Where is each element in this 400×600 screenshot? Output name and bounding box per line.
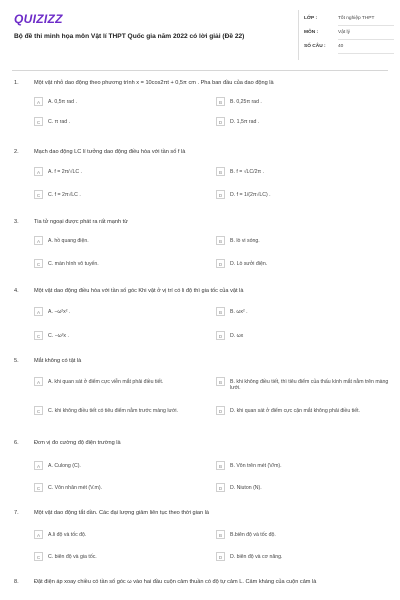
option-c[interactable]	[34, 483, 212, 496]
option-a[interactable]	[34, 461, 212, 474]
option-letter-badge: B	[216, 307, 225, 316]
option-c[interactable]	[34, 406, 212, 426]
question-text: Đặt điện áp xoay chiều có tần số góc ω vào hai đầu cuộn cảm thuần có độ tự cảm L. Cảm kháng của cuộn cảm là	[34, 579, 317, 585]
meta-panel	[304, 14, 396, 56]
option-text: A. 0,5π rad .	[48, 98, 77, 105]
option-letter-badge: B	[216, 167, 225, 176]
question-text: Mắt không có tật là	[34, 358, 82, 364]
worksheet-header	[0, 0, 400, 68]
option-text: B. khi không điều tiết, thì tiêu điểm của thấu kính mắt nằm trên màng lưới.	[230, 378, 389, 392]
option-letter-badge: D	[216, 406, 225, 415]
option-text: D. biên độ và cơ năng.	[230, 553, 283, 560]
question-number: 1.	[14, 80, 19, 86]
option-text: C. màn hình vô tuyến.	[48, 260, 99, 267]
option-d[interactable]	[216, 552, 394, 565]
option-text: B.biên độ và tốc độ.	[230, 531, 276, 538]
option-letter-badge: D	[216, 117, 225, 126]
option-letter-badge: C	[34, 483, 43, 492]
option-letter-badge: B	[216, 377, 225, 386]
option-text: B. Vôn trên mét (V/m).	[230, 462, 282, 469]
option-a[interactable]	[34, 167, 212, 180]
option-text: C. −ω²x .	[48, 332, 69, 339]
question-number: 8.	[14, 579, 19, 585]
option-letter-badge: A	[34, 167, 43, 176]
page-title: Bộ đề thi minh họa môn Vật lí THPT Quốc gia năm 2022 có lời giải (Đề 22)	[14, 33, 245, 40]
question-text: Một vật dao động điều hòa với tần số góc Khi vật ở vị trí có li độ thì gia tốc của vật là	[34, 288, 244, 294]
option-a[interactable]	[34, 236, 212, 249]
option-c[interactable]	[34, 331, 212, 344]
option-d[interactable]	[216, 406, 394, 426]
option-b[interactable]	[216, 307, 394, 320]
option-letter-badge: A	[34, 461, 43, 470]
option-d[interactable]	[216, 331, 394, 344]
question-number: 2.	[14, 149, 19, 155]
option-text: D. 1,5π rad .	[230, 118, 260, 125]
option-text: B. lò vi sóng.	[230, 237, 260, 244]
option-d[interactable]	[216, 259, 394, 272]
option-text: B. 0,25π rad .	[230, 98, 262, 105]
option-letter-badge: D	[216, 259, 225, 268]
option-d[interactable]	[216, 190, 394, 203]
option-b[interactable]	[216, 236, 394, 249]
option-text: A. hồ quang điện.	[48, 237, 89, 244]
option-c[interactable]	[34, 259, 212, 272]
option-a[interactable]	[34, 377, 212, 397]
option-d[interactable]	[216, 117, 394, 130]
question-number: 5.	[14, 358, 19, 364]
option-text: D. Niuton (N).	[230, 484, 262, 491]
option-letter-badge: B	[216, 97, 225, 106]
option-letter-badge: C	[34, 259, 43, 268]
option-letter-badge: D	[216, 552, 225, 561]
option-letter-badge: D	[216, 483, 225, 492]
question-text: Mạch dao động LC lí tưởng dao động điều hòa với tần số f là	[34, 149, 186, 155]
option-d[interactable]	[216, 483, 394, 496]
option-c[interactable]	[34, 190, 212, 203]
option-letter-badge: A	[34, 377, 43, 386]
option-letter-badge: A	[34, 97, 43, 106]
option-text: A. −ω²x² .	[48, 308, 71, 315]
question-number: 6.	[14, 440, 19, 446]
option-text: C. π rad .	[48, 118, 71, 125]
option-letter-badge: D	[216, 190, 225, 199]
option-b[interactable]	[216, 377, 394, 397]
option-text: D. ωx	[230, 332, 244, 339]
option-text: B. ωx² .	[230, 308, 248, 315]
meta-label: MÔN :	[304, 30, 319, 35]
option-b[interactable]	[216, 461, 394, 474]
option-letter-badge: C	[34, 331, 43, 340]
option-letter-badge: B	[216, 530, 225, 539]
meta-row-class	[304, 14, 396, 28]
option-a[interactable]	[34, 97, 212, 110]
quizizz-logo: QUIZIZZ	[14, 12, 63, 26]
header-divider	[298, 10, 299, 60]
question-text: Tia tử ngoại được phát ra rất mạnh từ	[34, 219, 128, 225]
option-letter-badge: A	[34, 307, 43, 316]
meta-label: SỐ CÂU :	[304, 44, 326, 49]
option-c[interactable]	[34, 552, 212, 565]
option-letter-badge: B	[216, 461, 225, 470]
option-letter-badge: A	[34, 530, 43, 539]
option-text: A.li độ và tốc độ.	[48, 531, 87, 538]
option-letter-badge: C	[34, 190, 43, 199]
question-number: 3.	[14, 219, 19, 225]
option-text: C. khi không điều tiết có tiêu điểm nằm trước màng lưới.	[48, 407, 178, 414]
meta-value: 40	[338, 44, 344, 49]
question-number: 4.	[14, 288, 19, 294]
option-text: D. Lò sưởi điện.	[230, 260, 268, 267]
option-text: B. f = √LC/2π .	[230, 168, 264, 175]
meta-label: LỚP :	[304, 16, 318, 21]
option-letter-badge: B	[216, 236, 225, 245]
meta-value: Vật lý	[338, 30, 350, 35]
question-number: 7.	[14, 510, 19, 516]
question-text: Một vật nhỏ dao động theo phương trình x = 10cos2πt + 0,5π cm . Pha ban đầu của dao động là	[34, 80, 274, 86]
option-text: C. Vôn nhân mét (V.m).	[48, 484, 103, 491]
option-letter-badge: C	[34, 552, 43, 561]
option-b[interactable]	[216, 167, 394, 180]
meta-row-question-count	[304, 42, 396, 56]
option-a[interactable]	[34, 530, 212, 543]
meta-value: Tốt nghiệp THPT	[338, 16, 375, 21]
option-text: C. biên độ và gia tốc.	[48, 553, 97, 560]
option-text: C. f = 2π√LC .	[48, 191, 81, 198]
option-letter-badge: C	[34, 117, 43, 126]
option-letter-badge: A	[34, 236, 43, 245]
option-text: A. Culong (C).	[48, 462, 81, 469]
option-letter-badge: D	[216, 331, 225, 340]
option-text: D. khi quan sát ở điểm cực cận mắt không phải điều tiết.	[230, 407, 361, 414]
option-c[interactable]	[34, 117, 212, 130]
option-letter-badge: C	[34, 406, 43, 415]
option-text: D. f = 1/(2π√LC) .	[230, 191, 271, 198]
option-text: A. f = 2π/√LC .	[48, 168, 82, 175]
option-text: A. khi quan sát ở điểm cực viễn mắt phải điều tiết.	[48, 378, 164, 385]
question-text: Đơn vị đo cường độ điện trường là	[34, 440, 121, 446]
meta-row-subject	[304, 28, 396, 42]
question-text: Một vật dao động tắt dần. Các đại lượng giảm liên tục theo thời gian là	[34, 510, 209, 516]
option-b[interactable]	[216, 530, 394, 543]
header-separator	[12, 70, 388, 71]
option-a[interactable]	[34, 307, 212, 320]
option-b[interactable]	[216, 97, 394, 110]
